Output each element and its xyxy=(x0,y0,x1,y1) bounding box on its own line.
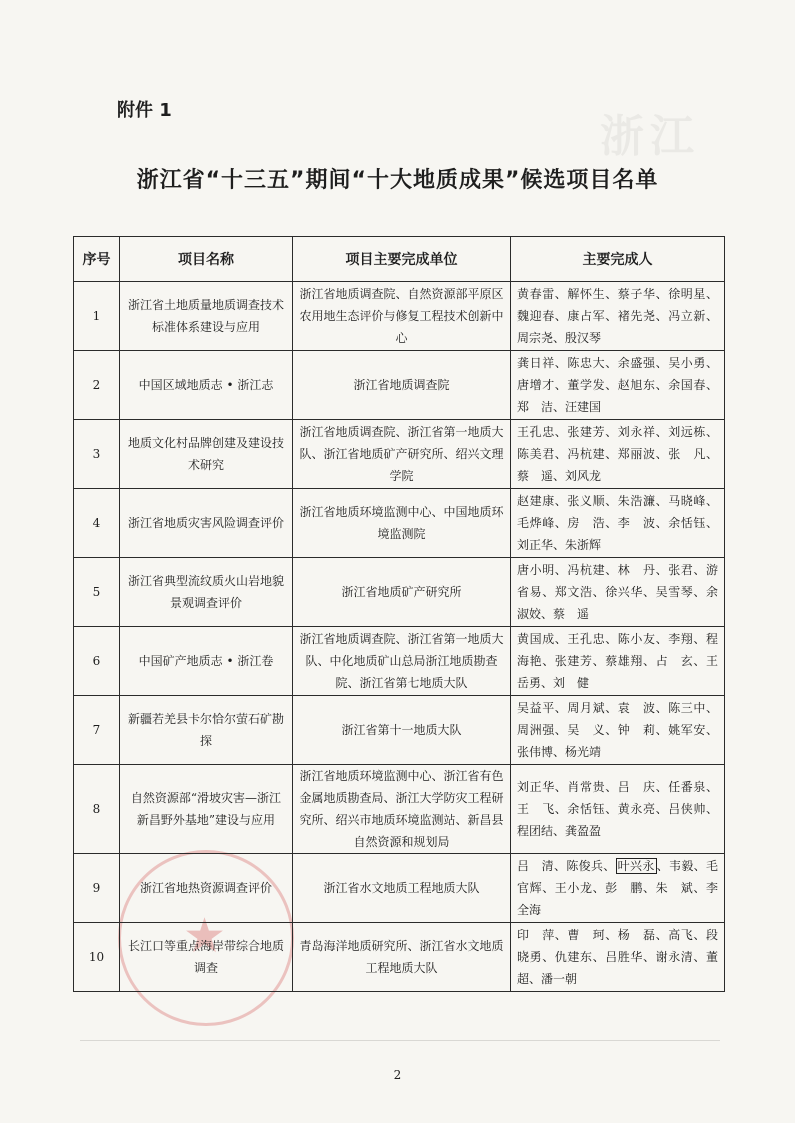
main-people: 黄国成、王孔忠、陈小友、李翔、程海艳、张建芳、蔡雄翔、占 玄、王岳勇、刘 健 xyxy=(511,627,725,696)
table-row xyxy=(74,558,725,627)
main-people: 王孔忠、张建芳、刘永祥、刘远栋、陈美君、冯杭建、郑丽波、张 凡、蔡 遥、刘风龙 xyxy=(511,420,725,489)
completing-unit: 浙江省第十一地质大队 xyxy=(293,696,511,765)
completing-unit: 青岛海洋地质研究所、浙江省水文地质工程地质大队 xyxy=(293,923,511,992)
watermark: 浙江 xyxy=(600,111,700,162)
official-seal: ★ xyxy=(118,850,294,1026)
project-name: 地质文化村品牌创建及建设技术研究 xyxy=(120,420,293,489)
row-no: 9 xyxy=(74,854,120,923)
project-name: 长江口等重点海岸带综合地质调查 xyxy=(120,923,293,992)
row-no: 4 xyxy=(74,489,120,558)
table-row xyxy=(74,420,725,489)
main-people: 印 萍、曹 珂、杨 磊、高飞、段晓勇、仇建东、吕胜华、谢永清、董 超、潘一朝 xyxy=(511,923,725,992)
table-row xyxy=(74,923,725,992)
table-row xyxy=(74,765,725,854)
main-people: 唐小明、冯杭建、林 丹、张君、游省易、郑文浩、徐兴华、吴雪琴、余淑姣、蔡 遥 xyxy=(511,558,725,627)
completing-unit: 浙江省地质调查院、浙江省第一地质大队、中化地质矿山总局浙江地质勘查院、浙江省第七地质大队 xyxy=(293,627,511,696)
highlighted-name: 叶兴永 xyxy=(617,859,655,873)
row-no: 6 xyxy=(74,627,120,696)
project-name: 新疆若羌县卡尔恰尔萤石矿勘探 xyxy=(120,696,293,765)
row-no: 3 xyxy=(74,420,120,489)
row-no: 10 xyxy=(74,923,120,992)
people-part: 、韦毅、毛官辉、王小龙、彭 鹏、朱 斌、李全海 xyxy=(517,859,718,917)
row-no: 5 xyxy=(74,558,120,627)
main-people: 龚日祥、陈忠大、余盛强、吴小勇、唐增才、董学发、赵旭东、余国春、郑 洁、汪建国 xyxy=(511,351,725,420)
completing-unit: 浙江省地质环境监测中心、浙江省有色金属地质勘查局、浙江大学防灾工程研究所、绍兴市地质环境监测站、新昌县自然资源和规划局 xyxy=(293,765,511,854)
project-name: 浙江省土地质量地质调查技术标准体系建设与应用 xyxy=(120,282,293,351)
main-people: 赵建康、张义顺、朱浩濂、马晓峰、毛烨峰、房 浩、李 波、余恬钰、刘正华、朱浙辉 xyxy=(511,489,725,558)
col-header-people: 主要完成人 xyxy=(511,237,725,282)
table-row xyxy=(74,351,725,420)
main-people: 吴益平、周月斌、袁 波、陈三中、周洲强、吴 义、钟 莉、姚军安、张伟博、杨光靖 xyxy=(511,696,725,765)
col-header-project-name: 项目名称 xyxy=(120,237,293,282)
col-header-unit: 项目主要完成单位 xyxy=(293,237,511,282)
project-name: 浙江省典型流纹质火山岩地貌景观调查评价 xyxy=(120,558,293,627)
project-name: 自然资源部“滑坡灾害—浙江新昌野外基地”建设与应用 xyxy=(120,765,293,854)
page-number: 2 xyxy=(393,1068,402,1082)
completing-unit: 浙江省地质矿产研究所 xyxy=(293,558,511,627)
divider xyxy=(80,1040,720,1041)
main-people: 黄春雷、解怀生、蔡子华、徐明星、魏迎春、康占军、褚先尧、冯立新、周宗尧、殷汉琴 xyxy=(511,282,725,351)
project-name: 中国矿产地质志 • 浙江卷 xyxy=(120,627,293,696)
people-part: 吕 清、陈俊兵、 xyxy=(517,859,616,873)
row-no: 7 xyxy=(74,696,120,765)
table-row xyxy=(74,627,725,696)
candidate-table xyxy=(73,236,731,992)
completing-unit: 浙江省水文地质工程地质大队 xyxy=(293,854,511,923)
main-people xyxy=(511,854,725,923)
project-name: 浙江省地热资源调查评价 xyxy=(120,854,293,923)
completing-unit: 浙江省地质环境监测中心、中国地质环境监测院 xyxy=(293,489,511,558)
row-no: 8 xyxy=(74,765,120,854)
document-title: 浙江省“十三五”期间“十大地质成果”候选项目名单 xyxy=(136,168,659,193)
row-no: 1 xyxy=(74,282,120,351)
table-row xyxy=(74,696,725,765)
col-header-no: 序号 xyxy=(74,237,120,282)
table-row xyxy=(74,282,725,351)
completing-unit: 浙江省地质调查院 xyxy=(293,351,511,420)
project-name: 浙江省地质灾害风险调查评价 xyxy=(120,489,293,558)
attachment-label: 附件 1 xyxy=(117,100,172,121)
table-row xyxy=(74,854,725,923)
completing-unit: 浙江省地质调查院、浙江省第一地质大队、浙江省地质矿产研究所、绍兴文理学院 xyxy=(293,420,511,489)
main-people: 刘正华、肖常贵、吕 庆、任番泉、王 飞、余恬钰、黄永亮、吕侠帅、程团结、龚盈盈 xyxy=(511,765,725,854)
row-no: 2 xyxy=(74,351,120,420)
table-row xyxy=(74,489,725,558)
project-name: 中国区域地质志 • 浙江志 xyxy=(120,351,293,420)
completing-unit: 浙江省地质调查院、自然资源部平原区农用地生态评价与修复工程技术创新中心 xyxy=(293,282,511,351)
table-header-row xyxy=(74,237,725,282)
